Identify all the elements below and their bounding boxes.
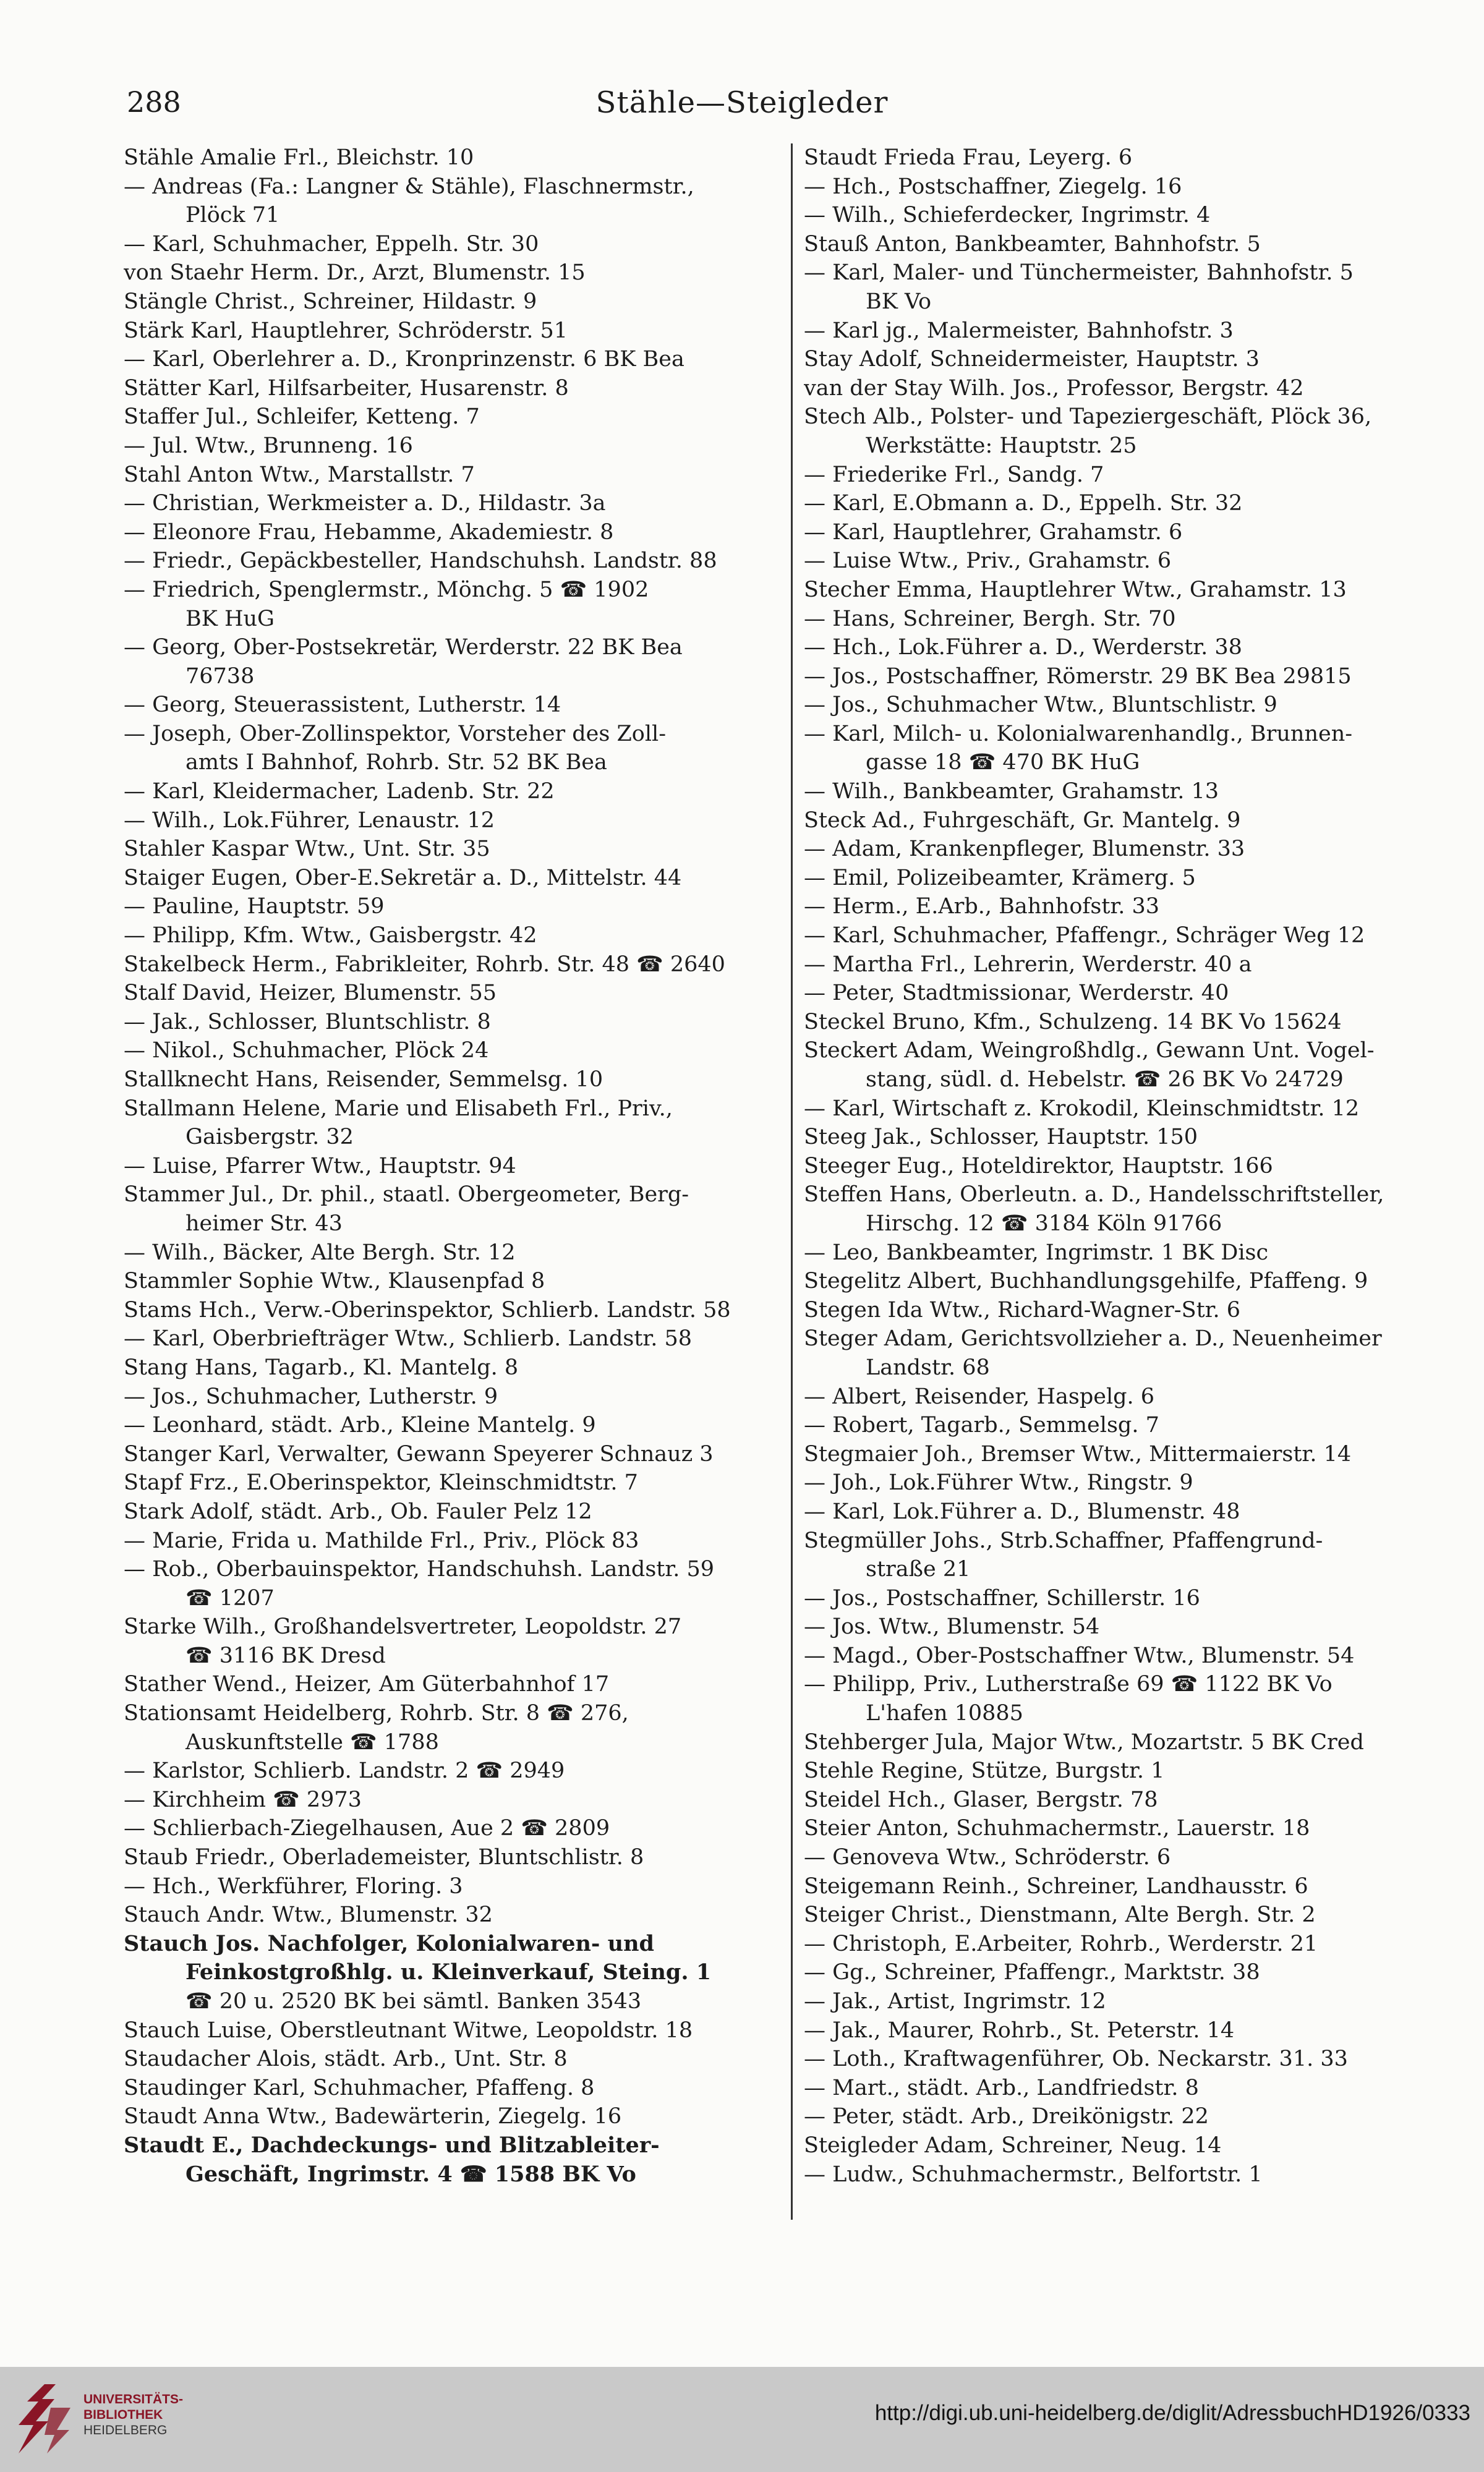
directory-entry: Hirschg. 12 ☎ 3184 Köln 91766 [866, 1211, 1222, 1236]
directory-entry: ☎ 3116 BK Dresd [186, 1643, 386, 1668]
directory-entry: Stärk Karl, Hauptlehrer, Schröderstr. 51 [124, 318, 568, 343]
directory-entry: Stech Alb., Polster- und Tapeziergeschäft, Plöck 36, [804, 404, 1372, 430]
directory-entry: — Karl, Kleidermacher, Ladenb. Str. 22 [124, 779, 555, 804]
directory-entry: — Georg, Ober-Postsekretär, Werderstr. 22 BK Bea [124, 635, 683, 660]
directory-entry: — Karl, Lok.Führer a. D., Blumenstr. 48 [804, 1499, 1240, 1524]
directory-entry: von Staehr Herm. Dr., Arzt, Blumenstr. 15 [124, 260, 586, 286]
directory-entry: — Leonhard, städt. Arb., Kleine Mantelg. 9 [124, 1413, 596, 1438]
directory-entry: amts I Bahnhof, Rohrb. Str. 52 BK Bea [186, 750, 607, 775]
directory-entry: — Friedr., Gepäckbesteller, Handschuhsh. Landstr. 88 [124, 548, 717, 574]
directory-entry: Auskunftstelle ☎ 1788 [186, 1729, 439, 1755]
directory-entry: Landstr. 68 [866, 1355, 990, 1380]
directory-entry: Steigemann Reinh., Schreiner, Landhausstr. 6 [804, 1873, 1308, 1899]
directory-entry: — Hch., Postschaffner, Ziegelg. 16 [804, 174, 1182, 199]
directory-entry: — Karl, Oberbriefträger Wtw., Schlierb. Landstr. 58 [124, 1326, 693, 1352]
directory-entry: — Magd., Ober-Postschaffner Wtw., Blumenstr. 54 [804, 1643, 1355, 1668]
directory-entry: — Emil, Polizeibeamter, Krämerg. 5 [804, 865, 1196, 890]
directory-entry: Steeger Eug., Hoteldirektor, Hauptstr. 166 [804, 1153, 1273, 1178]
directory-entry: Werkstätte: Hauptstr. 25 [866, 433, 1137, 458]
directory-entry: Steckel Bruno, Kfm., Schulzeng. 14 BK Vo 15624 [804, 1009, 1342, 1034]
directory-entry: van der Stay Wilh. Jos., Professor, Bergstr. 42 [804, 375, 1304, 401]
left-column [124, 143, 778, 2189]
directory-entry: — Karl, Milch- u. Kolonialwarenhandlg., Brunnen- [804, 721, 1353, 746]
directory-entry: — Rob., Oberbauinspektor, Handschuhsh. Landstr. 59 [124, 1557, 715, 1582]
directory-entry: — Hch., Werkführer, Floring. 3 [124, 1873, 463, 1899]
directory-entry: — Albert, Reisender, Haspelg. 6 [804, 1384, 1155, 1409]
directory-entry: Stätter Karl, Hilfsarbeiter, Husarenstr. 8 [124, 375, 569, 401]
directory-entry: — Pauline, Hauptstr. 59 [124, 894, 385, 919]
directory-entry: Stecher Emma, Hauptlehrer Wtw., Grahamstr. 13 [804, 577, 1347, 602]
directory-entry: — Wilh., Lok.Führer, Lenaustr. 12 [124, 808, 495, 833]
directory-entry: Stehberger Jula, Major Wtw., Mozartstr. 5 BK Cred [804, 1729, 1364, 1755]
directory-entry: — Genoveva Wtw., Schröderstr. 6 [804, 1845, 1171, 1870]
library-logo-text [83, 2392, 183, 2438]
directory-entry: — Jak., Maurer, Rohrb., St. Peterstr. 14 [804, 2018, 1235, 2043]
directory-entry: — Herm., E.Arb., Bahnhofstr. 33 [804, 894, 1160, 919]
library-logo-icon [14, 2380, 75, 2457]
directory-entry: Stehle Regine, Stütze, Burgstr. 1 [804, 1758, 1165, 1784]
directory-entry: — Wilh., Schieferdecker, Ingrimstr. 4 [804, 203, 1211, 228]
directory-entry: Stanger Karl, Verwalter, Gewann Speyerer Schnauz 3 [124, 1441, 714, 1467]
directory-entry: Staub Friedr., Oberlademeister, Bluntschlistr. 8 [124, 1845, 644, 1870]
directory-entry: — Christoph, E.Arbeiter, Rohrb., Werderstr. 21 [804, 1931, 1318, 1956]
directory-entry: — Adam, Krankenpfleger, Blumenstr. 33 [804, 837, 1245, 862]
directory-entry: — Peter, Stadtmissionar, Werderstr. 40 [804, 981, 1229, 1006]
directory-entry: — Karl, Schuhmacher, Eppelh. Str. 30 [124, 231, 539, 257]
directory-entry: Staudinger Karl, Schuhmacher, Pfaffeng. 8 [124, 2075, 595, 2100]
page-heading: Stähle—Steigleder [595, 85, 889, 120]
directory-entry: Staudacher Alois, städt. Arb., Unt. Str. 8 [124, 2047, 568, 2072]
directory-entry: Steck Ad., Fuhrgeschäft, Gr. Mantelg. 9 [804, 808, 1241, 833]
directory-entry: Starke Wilh., Großhandelsvertreter, Leopoldstr. 27 [124, 1614, 682, 1640]
directory-entry: — Kirchheim ☎ 2973 [124, 1787, 362, 1812]
directory-entry: — Friedrich, Spenglermstr., Mönchg. 5 ☎ 1902 [124, 577, 649, 602]
directory-entry: — Jos., Schuhmacher, Lutherstr. 9 [124, 1384, 498, 1409]
directory-entry: 76738 [186, 663, 255, 689]
directory-entry: Stegelitz Albert, Buchhandlungsgehilfe, Pfaffeng. 9 [804, 1269, 1368, 1294]
directory-entry: Steier Anton, Schuhmachermstr., Lauerstr. 18 [804, 1816, 1310, 1841]
directory-entry: — Nikol., Schuhmacher, Plöck 24 [124, 1038, 489, 1063]
directory-entry: Staffer Jul., Schleifer, Ketteng. 7 [124, 404, 480, 430]
directory-entry: Geschäft, Ingrimstr. 4 ☎ 1588 BK Vo [186, 2161, 636, 2187]
footer-url-link[interactable]: http://digi.ub.uni-heidelberg.de/diglit/AdressbuchHD1926/0333 [874, 2401, 1470, 2425]
logo-line-3: HEIDELBERG [83, 2423, 168, 2437]
directory-entry: Stauch Luise, Oberstleutnant Witwe, Leopoldstr. 18 [124, 2018, 693, 2043]
logo-line-2: BIBLIOTHEK [83, 2408, 163, 2422]
directory-entry: — Christian, Werkmeister a. D., Hildastr. 3a [124, 491, 606, 516]
right-column [804, 143, 1453, 2189]
directory-entry: Stegen Ida Wtw., Richard-Wagner-Str. 6 [804, 1297, 1241, 1323]
directory-entry: Steidel Hch., Glaser, Bergstr. 78 [804, 1787, 1158, 1812]
directory-entry: Stauß Anton, Bankbeamter, Bahnhofstr. 5 [804, 231, 1261, 257]
directory-entry: — Jos., Postschaffner, Schillerstr. 16 [804, 1585, 1200, 1611]
directory-entry: Staudt Frieda Frau, Leyerg. 6 [804, 145, 1133, 170]
directory-entry: — Marie, Frida u. Mathilde Frl., Priv., Plöck 83 [124, 1528, 639, 1553]
logo-line-1: UNIVERSITÄTS- [83, 2392, 184, 2406]
directory-entry: Steeg Jak., Schlosser, Hauptstr. 150 [804, 1125, 1198, 1150]
directory-entry: gasse 18 ☎ 470 BK HuG [866, 750, 1140, 775]
directory-entry: — Loth., Kraftwagenführer, Ob. Neckarstr. 31. 33 [804, 2047, 1348, 2072]
directory-entry: — Luise, Pfarrer Wtw., Hauptstr. 94 [124, 1153, 516, 1178]
directory-entry: — Hch., Lok.Führer a. D., Werderstr. 38 [804, 635, 1242, 660]
column-divider [791, 143, 793, 2220]
directory-entry: — Martha Frl., Lehrerin, Werderstr. 40 a [804, 952, 1252, 977]
directory-entry: Gaisbergstr. 32 [186, 1125, 354, 1150]
directory-entry: heimer Str. 43 [186, 1211, 343, 1236]
directory-entry: — Jos., Schuhmacher Wtw., Bluntschlistr. 9 [804, 693, 1277, 718]
directory-entry: Stallknecht Hans, Reisender, Semmelsg. 10 [124, 1067, 603, 1092]
directory-entry: — Karl, Hauptlehrer, Grahamstr. 6 [804, 519, 1183, 545]
directory-entry: L'hafen 10885 [866, 1701, 1023, 1726]
directory-entry: — Jak., Artist, Ingrimstr. 12 [804, 1989, 1106, 2014]
directory-entry: — Leo, Bankbeamter, Ingrimstr. 1 BK Disc [804, 1240, 1269, 1265]
directory-entry: — Eleonore Frau, Hebamme, Akademiestr. 8 [124, 519, 614, 545]
directory-entry: stang, südl. d. Hebelstr. ☎ 26 BK Vo 24729 [866, 1067, 1344, 1092]
directory-entry: Stähle Amalie Frl., Bleichstr. 10 [124, 145, 474, 170]
directory-entry: BK HuG [186, 606, 275, 631]
directory-entry: Stallmann Helene, Marie und Elisabeth Frl., Priv., [124, 1096, 673, 1121]
directory-entry: — Georg, Steuerassistent, Lutherstr. 14 [124, 693, 561, 718]
directory-entry: — Karl, E.Obmann a. D., Eppelh. Str. 32 [804, 491, 1243, 516]
directory-entry: — Philipp, Priv., Lutherstraße 69 ☎ 1122 BK Vo [804, 1672, 1333, 1697]
directory-entry: Stammer Jul., Dr. phil., staatl. Obergeometer, Berg- [124, 1182, 689, 1208]
directory-entry: Steffen Hans, Oberleutn. a. D., Handelsschriftsteller, [804, 1182, 1384, 1208]
directory-entry: Feinkostgroßhlg. u. Kleinverkauf, Steing. 1 [186, 1959, 712, 1985]
directory-entry: — Schlierbach-Ziegelhausen, Aue 2 ☎ 2809 [124, 1816, 610, 1841]
directory-entry: — Robert, Tagarb., Semmelsg. 7 [804, 1413, 1159, 1438]
directory-entry: Stahler Kaspar Wtw., Unt. Str. 35 [124, 837, 490, 862]
directory-entry: — Jos., Postschaffner, Römerstr. 29 BK Bea 29815 [804, 663, 1352, 689]
directory-entry: Stalf David, Heizer, Blumenstr. 55 [124, 981, 497, 1006]
directory-entry: — Wilh., Bankbeamter, Grahamstr. 13 [804, 779, 1219, 804]
directory-entry: Stapf Frz., E.Oberinspektor, Kleinschmidtstr. 7 [124, 1470, 638, 1496]
directory-entry: BK Vo [866, 289, 932, 314]
directory-entry: Steckert Adam, Weingroßhdlg., Gewann Unt. Vogel- [804, 1038, 1375, 1063]
directory-entry: — Ludw., Schuhmachermstr., Belfortstr. 1 [804, 2162, 1263, 2187]
directory-entry: — Joseph, Ober-Zollinspektor, Vorsteher des Zoll- [124, 721, 667, 746]
directory-entry: — Gg., Schreiner, Pfaffengr., Marktstr. 38 [804, 1960, 1260, 1985]
directory-entry: — Peter, städt. Arb., Dreikönigstr. 22 [804, 2104, 1209, 2129]
directory-entry: straße 21 [866, 1557, 971, 1582]
directory-entry: Stegmüller Johs., Strb.Schaffner, Pfaffengrund- [804, 1528, 1323, 1553]
directory-entry: Steigleder Adam, Schreiner, Neug. 14 [804, 2133, 1222, 2158]
directory-entry: — Jul. Wtw., Brunneng. 16 [124, 433, 413, 458]
directory-entry: Stahl Anton Wtw., Marstallstr. 7 [124, 462, 475, 487]
directory-entry: — Joh., Lok.Führer Wtw., Ringstr. 9 [804, 1470, 1193, 1496]
page-number: 288 [127, 85, 181, 119]
directory-entry: — Karl, Oberlehrer a. D., Kronprinzenstr. 6 BK Bea [124, 347, 684, 372]
directory-entry: Staudt Anna Wtw., Badewärterin, Ziegelg. 16 [124, 2104, 622, 2129]
directory-entry: Stängle Christ., Schreiner, Hildastr. 9 [124, 289, 537, 314]
directory-entry: — Mart., städt. Arb., Landfriedstr. 8 [804, 2075, 1199, 2100]
directory-entry: Staiger Eugen, Ober-E.Sekretär a. D., Mittelstr. 44 [124, 865, 682, 890]
directory-entry: ☎ 1207 [186, 1585, 275, 1611]
directory-entry: — Wilh., Bäcker, Alte Bergh. Str. 12 [124, 1240, 516, 1265]
directory-entry: Plöck 71 [186, 203, 280, 228]
directory-entry: Steger Adam, Gerichtsvollzieher a. D., Neuenheimer [804, 1326, 1382, 1352]
directory-entry: Stay Adolf, Schneidermeister, Hauptstr. 3 [804, 347, 1260, 372]
directory-entry: — Jak., Schlosser, Bluntschlistr. 8 [124, 1009, 491, 1034]
directory-entry: — Karl, Schuhmacher, Pfaffengr., Schräger Weg 12 [804, 923, 1365, 948]
directory-entry: Staudt E., Dachdeckungs- und Blitzableiter- [124, 2132, 660, 2158]
directory-entry: Stather Wend., Heizer, Am Güterbahnhof 17 [124, 1672, 610, 1697]
directory-entry: Stationsamt Heidelberg, Rohrb. Str. 8 ☎ 276, [124, 1701, 629, 1726]
directory-entry: Stark Adolf, städt. Arb., Ob. Fauler Pelz 12 [124, 1499, 592, 1524]
directory-entry: Stang Hans, Tagarb., Kl. Mantelg. 8 [124, 1355, 519, 1380]
directory-entry: — Jos. Wtw., Blumenstr. 54 [804, 1614, 1100, 1640]
directory-entry: — Karl, Wirtschaft z. Krokodil, Kleinschmidtstr. 12 [804, 1096, 1360, 1121]
directory-entry: Stakelbeck Herm., Fabrikleiter, Rohrb. Str. 48 ☎ 2640 [124, 952, 725, 977]
directory-entry: — Andreas (Fa.: Langner & Stähle), Flaschnermstr., [124, 174, 694, 199]
directory-entry: — Friederike Frl., Sandg. 7 [804, 462, 1104, 487]
directory-entry: Stauch Jos. Nachfolger, Kolonialwaren- und [124, 1930, 655, 1956]
directory-entry: — Karlstor, Schlierb. Landstr. 2 ☎ 2949 [124, 1758, 565, 1784]
directory-entry: Steiger Christ., Dienstmann, Alte Bergh. Str. 2 [804, 1903, 1316, 1928]
directory-entry: — Luise Wtw., Priv., Grahamstr. 6 [804, 548, 1172, 574]
directory-entry: ☎ 20 u. 2520 BK bei sämtl. Banken 3543 [186, 1989, 642, 2014]
directory-entry: Stegmaier Joh., Bremser Wtw., Mittermaierstr. 14 [804, 1441, 1352, 1467]
directory-entry: Stauch Andr. Wtw., Blumenstr. 32 [124, 1903, 493, 1928]
directory-entry: — Hans, Schreiner, Bergh. Str. 70 [804, 606, 1176, 631]
directory-entry: — Philipp, Kfm. Wtw., Gaisbergstr. 42 [124, 923, 537, 948]
directory-entry: Stammler Sophie Wtw., Klausenpfad 8 [124, 1269, 545, 1294]
directory-entry: Stams Hch., Verw.-Oberinspektor, Schlierb. Landstr. 58 [124, 1297, 731, 1323]
directory-entry: — Karl, Maler- und Tünchermeister, Bahnhofstr. 5 [804, 260, 1354, 286]
directory-entry: — Karl jg., Malermeister, Bahnhofstr. 3 [804, 318, 1234, 343]
